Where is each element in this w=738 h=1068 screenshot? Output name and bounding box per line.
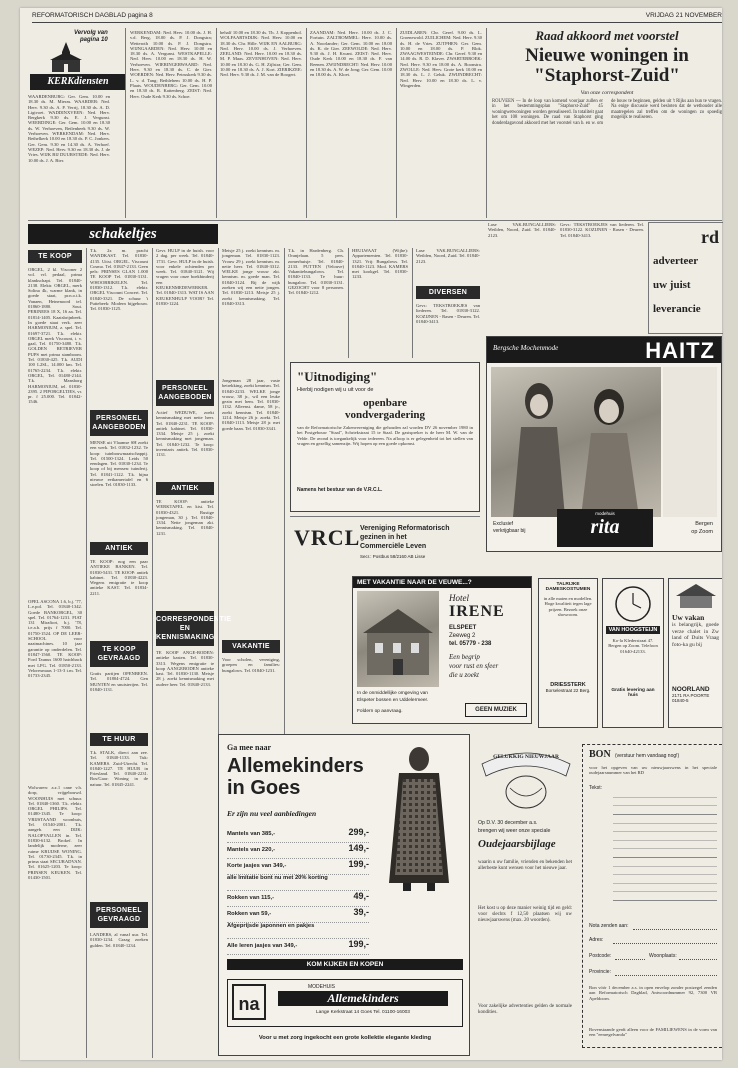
price-row-label: Mantels van 220,- — [227, 847, 276, 853]
irene-address: Zeeweg 2 — [449, 633, 476, 639]
allemekinders-ad — [218, 734, 470, 1056]
kerk-col1: WAARDENBURG: Ger. Gem. 10.00 en 18.30 ds. M. Mieras. WAARDER: Ned. Herv. 9.30 ds. A. P. Verrij, 18.30 ds. A. D. Ligtvoet. WADDINXVEEN: Ned. Herv. Bergkerk 9.30 ds. E. J. Vergunst. WEERDINGE: Ger. Gem. 10.00 en 18.30 ds. W. Verhoeven, Beilenbeek 9.30 ds. W. Verhoeven. WERKENDAM: Ned. Herv. Bethelkerk 10.00 en 18.30 ds. P. C. Jonkers. Ger. Gem. 9.30 en 14.30 ds. A. Verhoef. WEZEP: Ned. Herv. 9.30 en 18.30 ds. J. de Vries. WIJK BIJ DUURSTEDE: Ned. Herv. 10.00 ds. J. A. Bier. — [28, 94, 110, 163]
model-in-coat-icon — [373, 743, 465, 893]
col3-items-c: TE KOOP: antieke WERKTAFEL en kist. Tel. 01830-4321. Rustige jongeman, 30 j. Tel. 01840-1334. Nette jongeman zkt. kennismaking. Tel. 01840-1231. — [156, 499, 214, 536]
col7-items-b: Gevr.: TEKSTBOEKJES van liederen. Tel. 01830-3122. KOZIJNEN - Rasen - Deuren. Tel. 01840-3413. — [416, 303, 480, 324]
haitz-logo: HAITZ — [645, 338, 715, 363]
bon-note: Bon vóór 1 december a.s. in open envelop zonder postzegel zenden aan Reformatorisch Dagblad, Antwoordnummer 92, 7300 VB Apeldoorn. — [589, 985, 717, 1001]
col1-items-c: Wolwaren: a.z.1 cane v.h. dorp, vrijgebouwd. WOONHUIS met schuur. Tel. 01840-1360. T.k. elektr. ORGEL PHILIPS. Tel. 01480-1345. Te koop: VRIJSTAAND woonhuis, Tel. 01540-2001. T.k. aangeb. een DIJK: NALOPVALLEN in. Tel. 01830-6132. Brokef. In landelijk moderne, zeer ruime KRUIJSE WONING. Tel. 01730-2345. T.k. in prima staat SECURADVAN. Tel. 01625-1203. Te koop: PRINSEN KEUKEN. Tel. 01430-1501. — [28, 785, 82, 881]
geen-muziek-badge: GEEN MUZIEK — [465, 703, 527, 717]
vrcl-address: Secr.: Postbus 58/2160 AB Lisse — [360, 554, 426, 559]
price-row-price: 199,- — [348, 939, 369, 949]
uitnodiging-closing: Namens het bestuur van de V.R.C.L. — [297, 487, 383, 493]
irene-slogan3: die u zoekt — [449, 671, 479, 679]
wallpaper-body: in alle maten en modellen. Hoge kwaliteit tegen lage prijzen. Bezoek onze showroom. — [543, 596, 593, 617]
col2-items-d: Gratis partijen OPENBEEN. Tel. 01804-4724. Gen MUNTEN en snuisterijen. Tel. 01840-1131. — [90, 671, 148, 692]
price-row — [227, 891, 369, 907]
clock-emblem-icon — [606, 584, 660, 624]
col2-items-f: LANDERS, al vanaf uur. Tel. 01830-1234. Graag zoeken gulden. Tel. 01840-1234. — [90, 932, 148, 948]
bon-tekst-label: Tekst: — [589, 785, 603, 791]
col2-items-b: MENSE uit Vlaamse SH zoekt een werk. Tel. 01832-1232. Te koop: tuinbouwmaatschappij. Tel. 01500-1324. Leids 50 eendagen. Tel. 01830-1234. Te koop of bij mensen: tuinderij. Tel. 01841-1122. T.k. bijna nieuwe eetkamertafel en 6 stoelen. Tel. 01830-1133. — [90, 440, 148, 488]
adres-field[interactable] — [613, 943, 717, 944]
caption-right1: Bergen — [695, 521, 713, 527]
irene-name: IRENE — [449, 603, 505, 620]
tekst-field[interactable] — [613, 789, 717, 909]
bon-form — [582, 744, 722, 1048]
price-row — [227, 859, 369, 875]
oudejaar-body3: Voor zakelijke advertenties gelden de normale kondities. — [478, 1004, 572, 1015]
oudejaar-date2: brengen wij weer onze speciale — [478, 828, 551, 834]
col4-items-a: Meisje 25 j. zoekt kennism. m. jongeman. Tel. 01830-1123. Vrouw 29 j. zoekt kennism. m. nette heer. Tel. 01840-3312. WELKE jonge vrouw zkt. kennism. m. goede man. Tel. 01840-3124. Bij de wijk zoeken wij een nette jongen. Tel. 01830-1213. Meisje 25 j. zoekt kennismaking. Tel. 01840-3313. — [222, 248, 280, 306]
irene-hotel: Hotel — [449, 593, 469, 603]
category-antiek: ANTIEK — [90, 542, 148, 555]
col7-items-a: Lase VAK.BUNGALLIERS: Weilden, Noord, Zuid. Tel. 01840-2123. — [416, 248, 480, 264]
news-byline: Van onze correspondent — [580, 90, 634, 96]
bon-woonplaats-label: Woonplaats: — [649, 953, 677, 959]
bon-title-note: (verstuur hem vandaag nog!) — [615, 753, 680, 759]
category-vakantie: VAKANTIE — [222, 640, 280, 653]
haitz-banner: Bergsche Mochenmode — [493, 344, 559, 352]
news-article — [492, 28, 722, 218]
oudejaar-ad — [476, 734, 576, 1056]
header-right: VRIJDAG 21 NOVEMBER — [645, 12, 722, 19]
classified-col5: T.k. in Hardenberg. Ch. Oranjelaan. 5 pers. zomerhuisje. Tel. 01840-2133. PUTTEN (Velouve) Vakantiebungalows. Tel. 01840-1133. Te huur: bungalow. Tel. 01830-3131. GEZOCHT voor 8 personen. Tel. 01840-1212. — [288, 248, 344, 296]
rd-text1: adverteer — [653, 255, 699, 267]
bon-provincie-label: Provincie: — [589, 969, 611, 975]
naam-field[interactable] — [633, 929, 717, 930]
price-row-label: Mantels van 385,- — [227, 831, 276, 837]
category-te-huur: TE HUUR — [90, 733, 148, 746]
rita-sub: modehuis — [595, 511, 615, 516]
harmonie-body: Ko-la Klederstraat 47. Bergen op Zoom. Telefoon 01640-42133. — [608, 638, 658, 654]
wallpaper-brand: DRIESSTERK — [550, 682, 586, 688]
caption-right2: op Zoom — [691, 529, 713, 535]
price-row — [227, 923, 369, 939]
price-row-price: 149,- — [348, 843, 369, 853]
hotel-building-icon — [357, 591, 439, 687]
uitnodiging-heading2: vondvergadering — [344, 409, 426, 421]
bon-intro: voor het opgeven van uw nieuwjaarswens in het speciale oudejaarsnummer van het RD — [589, 765, 717, 776]
kerkdiensten-banner — [30, 74, 126, 90]
kerk-col3: behalf 10.00 en 18.30 ds. Th. J. Koppenhol. WOLFAARTSDIJK: Ned. Herv. 10.00 en 18.30 ds. Chr. Hille. WIJK EN AALBURG: Ned. Herv. 10.00 ds. J. Verhoeven. ZEELAND: Ned. Herv. 10.00 en 18.30 ds. M. P. Maas. ZEVENHOVEN: Ned. Herv. 10.00 en 18.30 ds. G. H. Zijlstra; Ger. Gem. 10.00 en 18.30 ds. A. J. Kort. ZIERIKZEE: Ned. Herv. 9.30 ds. J. M. van de Boogert. — [220, 30, 302, 78]
price-row — [227, 843, 369, 859]
col3-items-b: Actief WEDUWE, zoekt kennismaking met nette heer. Tel. 01840-2231. TE KOOP: antiek kabinet. Tel. 01830-1334. Meisje 25 j. zoekt kennismaking met jongeman. Tel. 01840-1232. Te koop: inventaris antiek. Tel. 01830-1131. — [156, 410, 214, 458]
price-list — [227, 827, 369, 955]
allemekinders-tagline: Voor u met zorg ingekocht een grote kollektie elegante kleding — [258, 1035, 432, 1041]
rita-logo-box — [557, 509, 653, 547]
dameskostumen-ad — [538, 578, 598, 728]
vrcl-logo: VRCL — [294, 525, 361, 550]
category-personeel-aangeboden: PERSONEEL AANGEBODEN — [90, 410, 148, 436]
bon-footer: Bovenstaande gerdt alleen voor de FAMILIEWENS in de vorm van een "eenregelvanda" — [589, 1027, 717, 1038]
bon-naam-label: Nota zenden aan: — [589, 923, 629, 929]
holiday-addr: 2171 RA POORTE 01840-5 — [672, 693, 710, 703]
uitnodiging-ad — [290, 362, 480, 512]
uitnodiging-heading1: openbare — [363, 397, 407, 409]
classified-col9: Lase VAK.BUNGALLIERS: Weilden, Noord, Zuid. Tel. 01840-2123. — [488, 222, 556, 238]
classified-col7 — [416, 248, 480, 358]
vrcl-ad — [290, 516, 480, 573]
category-correspondentie: CORRESPONDENTIE EN KENNISMAKING — [156, 611, 214, 646]
vervolg-line1: Vervolg van — [74, 30, 108, 36]
allemekinders-logo-box — [227, 979, 463, 1027]
ga-mee: Ga mee naar — [227, 743, 271, 752]
oudejaar-body1: waarin u uw familie, vrienden en bekenden het allerbeste kunt wensen voor het nieuwe jaar. — [478, 860, 572, 871]
oudejaar-banner: GELUKKIG NIEUWJAAR — [493, 754, 559, 760]
category-te-koop-gevraagd: TE KOOP GEVRAAGD — [90, 641, 148, 667]
allemekinders-title1: Allemekinders — [227, 755, 364, 777]
uitnodiging-subtitle: Hierbij nodigen wij u uit voor de — [297, 387, 374, 393]
col4-items-c: Voor scholen, vereniging, groepen en families: bungalows. Tel. 01840-1231. — [222, 657, 280, 673]
caption-left1: Exclusief — [493, 521, 514, 527]
price-row-label: Rokken van 115,- — [227, 895, 275, 901]
logo-line1: KERK — [47, 76, 75, 87]
modehuis-label: MODEHUIS — [308, 984, 335, 990]
rd-text2: uw juist — [653, 279, 691, 291]
fashion-photo — [491, 367, 661, 517]
kerkdiensten-logo — [28, 30, 128, 92]
irene-caption3: Foldern op aanvraag. — [357, 709, 403, 714]
provincie-field[interactable] — [615, 975, 717, 976]
van-hoogsteijn-ad — [602, 578, 664, 728]
allemekinders-address: Lange Kerkstraat 14 Goes Tel. 01100-16003 — [316, 1010, 410, 1015]
church-icon — [46, 40, 86, 76]
col3-items-d: TE KOOP ANGE-BODEN: antieke kasten. Tel. 01830-3313. Wegens emigratie te koop AANGEBODEN antieke kast. Tel. 01830-1130. Meisje 28 j. zoekt kennismaking met oudere heer. Tel. 01840-2133. — [156, 650, 214, 687]
haitz-ad — [486, 336, 722, 552]
vrcl-line1: Vereniging Reformatorisch — [360, 525, 450, 532]
price-row — [227, 875, 369, 891]
irene-phone: tel. 05779 - 238 — [449, 641, 492, 647]
news-body: ROUVEEN — In de loop van komend voorjaar zullen er in het bestemmingsplan "Staphorst-Zuid" 45 woningwetwoningen worden gerealiseerd. In totaliteit gaat het om 108 woningen. De raad van Staphorst ging donderdagavond akkoord met het voorstel van b. en w. om de bouw te beginnen, gelden uit 't Rijks aan hun te vragen. Na enige discussie werd besloten dat de wethouder alle maatregelen zal treffen om de woningen zo spoedig mogelijk te realiseren. — [492, 99, 722, 126]
classified-col1 — [28, 248, 82, 1058]
classified-col3 — [156, 248, 232, 768]
hotel-irene-ad — [352, 576, 532, 724]
logo-line2: diensten — [74, 76, 109, 87]
news-headline1: Nieuwe woningen in — [525, 45, 689, 66]
col2-items-e: T.k. STALK, direct aan zee. Tel. 01840-1133. Tuk: KAMERS. Zuid-Utrecht. Tel. 01840-1227. TE HUUR in Friesland. Tel. 01840-2231. Bos/Gaar: Woning in de natuur. Tel. 01845-2241. — [90, 750, 148, 787]
kerk-col5: ZUIDLAREN: Chr. Geref. 9.00 ds. L. Groenewold. ZUILICHEM: Ned. Herv. 9.30 ds. H. de Vries. ZUTPHEN: Ger. Gem. 10.00 en 18.00 ds. P. Blok. ZWAAGWESTEINDE: Chr. Geref. 9.30 en 14.00 ds. R. D. Klaver. ZWARTEBROEK: Ned. Herv. 9.30 en 18.00 ds. A. Boonstra. ZWOLLE: Ned. Herv. Grote kerk 10.00 en 18.30 ds. L. J. Geluk. ZWIJNDRECHT: Ned. Herv. 10.00 en 18.30 ds. L. v. Wingerden. — [400, 30, 482, 88]
allemekinders-brand: Allemekinders — [278, 991, 448, 1006]
na-logo-icon: na — [232, 984, 266, 1020]
price-row — [227, 939, 369, 955]
wallpaper-addr: Borselestraat 22 Berg. — [545, 688, 591, 693]
price-row-price: 199,- — [348, 859, 369, 869]
rita-logo: rita — [590, 516, 620, 538]
col1-items-b: OPEL ASCONA 1.6, b.j. '77, L.e.pol. Tel. 01840-1342. Goede BANKORGEL, 30 spel. Tel. 01764-1231. FIAT 131 Mirafiori, b.j. '78, t.e.a.b. prijs f 7000. Tel. 01750-1524. OP DE LEER-SCHOOL voor naaimachines. 10 jaar garantie op onderdelen. Tel. 01847-1560. TE KOOP: Ford Taunus 1600 hatchback met LPG. Tel. 01850-2133. Velorexmaas 1-13-3 t.m. Tel. 01733-2345. — [28, 599, 82, 679]
price-row-price: 299,- — [348, 827, 369, 837]
oudejaar-date: Op D.V. 30 december a.s. — [478, 820, 538, 826]
vrcl-line3: Commerciële Leven — [360, 543, 427, 550]
rd-text3: leverancie — [653, 303, 701, 315]
bon-adres-label: Adres: — [589, 937, 604, 943]
hotel-photo — [357, 591, 439, 687]
uitnodiging-title: "Uitnodiging" — [297, 369, 378, 384]
woonplaats-field[interactable] — [679, 959, 717, 960]
irene-slogan1: Een begrip — [449, 653, 480, 661]
price-row-price: 39,- — [353, 907, 369, 917]
holiday-title: Uw vakan — [672, 613, 705, 622]
price-row-price: 49,- — [353, 891, 369, 901]
bon-title: BON — [589, 749, 611, 760]
category-antiek-2: ANTIEK — [156, 482, 214, 495]
irene-banner: MET VAKANTIE NAAR DE VEUWE...? — [353, 577, 531, 588]
schakeltjes-title: schakeltjes — [89, 226, 157, 242]
col1-items-a: ORGEL, 2 kl. Visconer 2 vol. vrl. pedaal, prima klankschapt. Tel. 01840-2138. Elektr. ORGEL, merk Solina 4k, warme klank, in goede staat, pr.n.o.t.k. Vanaen, Heinenoord tel. 01860-1880. Sout. PERINEES 18 X, 16 aa. Tel. 01814-1405. Kaatsbrijnbeek. In goede staat verk. zeer HARMONIUM, z. spel. Tel. 01697-3721. T.k. elektr. ORGEL merk Viscount, i. v. gaal, Tel. 01750-3480. T.k. GOLDEN RETRIEVER PUPS met prima stamboom. Tel. 01830-425. T.k. AUDI 100 L2SL, 14.000 km. Tel. 01765-2234. T.k. elektr. ORGEL, Tel. 01480-2144. T.k. Mansborg HARMONIUM, tel. 01830-2395. 2 PIPORGELTJES, vr. pr. f 25.000. Tel. 01842-1546. — [28, 267, 82, 405]
price-row-label: alle lmitatie bont nu met 20% korting — [227, 875, 328, 881]
classified-col6: HEULWAAT (Wijhe): Appartementen. Tel. 01830-1321. Vrij: Bungalows. Tel. 01840-1123. Mod. KAMERS met kookgel. Tel. 01830-1233. — [352, 248, 408, 280]
news-headline2: "Staphorst-Zuid" — [534, 65, 680, 86]
kom-kijken-banner: KOM KIJKEN EN KOPEN — [227, 959, 463, 970]
uitnodiging-body: van de Reformatorische Zakenvereniging die gehouden zal worden DV 26 november 1980 in het Postgebouw "Staal", Schriekstraat 15 te Staal. De gastspreker is de heer M. W. van de Velde. De avond is toegankelijk voor iedereen. Na afloop is er gelegenheid tot het stellen van vragen en gezellig samenzijn. Wij hopen op een goede opkomst. — [297, 425, 473, 446]
price-row — [227, 827, 369, 843]
category-personeel-aangeboden-2: PERSONEEL AANGEBODEN — [156, 380, 214, 406]
irene-place: ELSPEET — [449, 625, 477, 631]
harmonie-footer: Gratis levering aan huis — [611, 688, 655, 698]
holiday-body: is belangrijk, goede verze chalet in Zw land of Duits Vraag foto-ka gu bij — [672, 622, 719, 648]
vakantie-verzekering-ad — [668, 578, 722, 728]
classified-col8: Gevr.: TEKSTBOEKJES van liederen. Tel. 01830-3122. KOZIJNEN - Rasen - Deuren. Tel. 01840-3413. — [560, 222, 644, 238]
classified-col4 — [222, 248, 280, 768]
postcode-field[interactable] — [615, 959, 645, 960]
new-year-banner-icon — [476, 734, 576, 814]
rd-ad — [648, 222, 723, 334]
price-row-label: Korte jasjes van 349,- — [227, 863, 287, 869]
holiday-brand: NOORLAND — [672, 686, 710, 693]
kerk-col4: ZAANDAM: Ned. Herv. 10.00 ds. J. C. Fortuin. ZALTBOMMEL: Herv. 10.00 ds. A. Noorlander; Ger. Gem. 10.00 en 18.00 ds. K. de Gier. ZEEWOLDE: Ned. Herv. 9.30 ds. J. H. Kwant. ZEIST: Ned. Herv. Oude Kerk 10.00 en 18.30 ds. F. van Reenen. ZWIJNDRECHT: Ned. Herv. 10.00 en 18.30 ds. A. W. de Jong; Ger. Gem. 10.00 en 18.00 ds. A. Kloet. — [310, 30, 392, 78]
chalet-icon — [672, 582, 720, 608]
bon-postcode-label: Postcode: — [589, 953, 612, 959]
col4-items-b: Jongeman 28 jaar, vaste betrekking, zoekt kennism. Tel. 01840-2233. WELKE jonge vrouw, 38 jr., wil een leuke gezin met hem. Tel. 01830-1132. Alleenst. dame, 58 jr., zoekt kennism. Tel. 01840-1214. Meisje 26 jr. zoekt. Tel. 01840-1113. Meisje 28 jr. met goede baan. Tel. 01830-3341. — [222, 378, 280, 431]
price-row-label: Alle leren jasjes van 349,- — [227, 943, 298, 949]
category-te-koop: TE KOOP — [28, 250, 82, 263]
coat-model-photo — [373, 743, 465, 893]
col3-items-a: Gevr. HULP in de huish. voor 2 dag. per week. Tel. 01840-1731. Gevr. HULP in de huish. voor enkele ochtenden per week. Tel. 01840-3121. Wij vragen voor onze boekbinderij een KEUKENMEDEWERKER. Tel. 01840-1313. WAT IS AAN KEUKENHULP VOOR? Tel. 01830-1224. — [156, 248, 214, 306]
wallpaper-title: TALRIJKE DAMESKOSTUMEN — [545, 582, 591, 592]
schakeltjes-banner — [28, 224, 218, 244]
irene-slogan2: voor rust en sfeer — [449, 662, 499, 670]
newspaper-page — [20, 8, 722, 1060]
col2-items-a: T.k. 2x m. pracht WANDKAST. Tel. 01830-4135. Uitst. ORGEL. Viscount Cosmo. Tel. 01847-2133. Geen pels: PRINSES GLAN 1.000 TE KOOP Tel. 01830-3131. WHOOBRIKELEN. Tel. 01830-1312. T.k. elektr. ORGEL Viscount Concert. Tel. 01840-3321. De schuur 't Puttebeek: Modern bijgebouw. Tel. 01830-1125. — [90, 248, 148, 312]
header-left: REFORMATORISCH DAGBLAD pagina 8 — [32, 12, 153, 19]
haitz-sidebar — [663, 367, 717, 517]
vervolg-line2: pagina 10 — [80, 37, 108, 43]
price-row — [227, 907, 369, 923]
allemekinders-title2: in Goes — [227, 777, 301, 799]
rd-logo: rd — [701, 227, 719, 247]
category-diversen: DIVERSEN — [416, 286, 480, 299]
col2-items-c: TE KOOP: nog een paar ANTIEKE BANKEN. Tel. 01830-5431. TE KOOP: antiek kabinet. Tel. 01830-4223. Wegens emigratie te koop antieke KAST. Tel. 01834-2211. — [90, 559, 148, 596]
vrcl-line2: gezinen in het — [360, 534, 407, 541]
oudejaar-title: Oudejaarsbijlage — [478, 838, 556, 850]
oudejaar-body2: Het kost u op deze manier weinig tijd en geld: voor slechts f 12,50 plaatsen wij uw nieuwjaarswens (max. 20 woorden). — [478, 906, 572, 923]
news-kicker: Raad akkoord met voorstel — [535, 28, 679, 43]
irene-caption1: In de onmiddellijke omgeving van — [357, 691, 428, 696]
price-row-label: Rokken van 59,- — [227, 911, 272, 917]
caption-left2: verkrijgbaar bij — [493, 528, 526, 534]
price-row-label: Afgeprijsde japonnen en pakjes — [227, 923, 315, 929]
kerk-col2: WERKENDAM: Ned. Herv. 10.00 ds. J. H. v.d. Berg, 18.00 ds. P. J. Dongstra; Wetteroth 10.00 ds. P. J. Dongstra. WIJNGAARDEN: Ned. Herv. 10.00 en 18.30 ds. A. Vergunst. WESTKAPELLE: Ned. Herv. 10.00 en 18.30 ds. H. W. Verhoeven. WIERINGERWAARD: Ned. Herv. 9.30 en 18.30 ds. C. de Gier. WOERDEN: Ned. Herv. Petruskerk 9.30 ds. L. v. d. Tang; Bethlehem 10.00 ds. H. P. Plaats. WOUDENBERG: Ger. Gem. 10.00 en 18.30 ds. R. Kattenberg. ZEIST: Ned. Herv. Oude Kerk 9.30 ds. Schoe. — [130, 30, 212, 99]
harmonie-brand: VAN HOOGSTEIJN — [606, 626, 660, 634]
irene-caption2: Elspeter bossen en Uddelermeer. — [357, 698, 429, 703]
haitz-header — [487, 337, 721, 363]
models-icon — [491, 367, 661, 517]
classified-col2 — [90, 248, 148, 1058]
category-personeel-gevraagd: PERSONEEL GEVRAAGD — [90, 902, 148, 928]
allemekinders-subtitle: Er zijn nu veel aanbiedingen — [227, 809, 317, 818]
page-header — [32, 12, 722, 23]
